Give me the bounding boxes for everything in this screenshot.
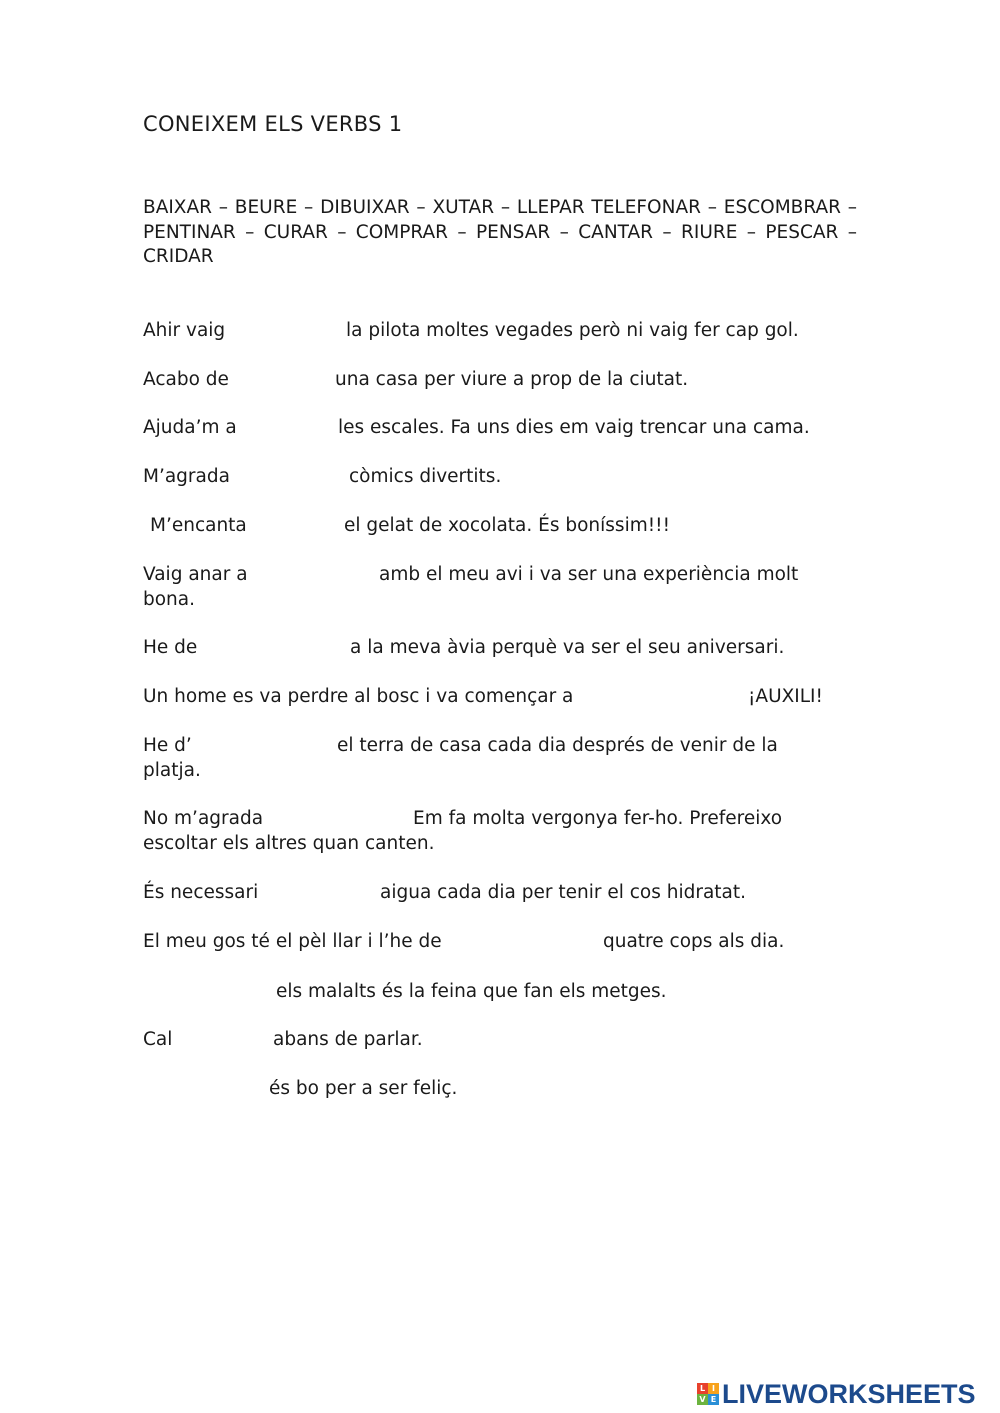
answer-blank[interactable] [143,980,273,1004]
answer-blank[interactable] [625,685,743,709]
sentence-before: He d’ [143,735,192,756]
sentence-after: abans de parlar. [273,1029,423,1050]
sentence-after: els malalts és la feina que fan els metges. [276,981,667,1002]
sentence-before: Vaig anar a [143,564,248,585]
liveworksheets-logo [697,1380,976,1408]
logo-mark-cell: I [708,1383,719,1394]
sentence-before: M’agrada [143,466,230,487]
sentence-after: a la meva àvia perquè va ser el seu aniversari. [350,637,785,658]
sentence-before: Acabo de [143,369,229,390]
sentence-after: el gelat de xocolata. És boníssim!!! [344,515,670,536]
sentence-9-continuation: platja. [143,760,201,781]
answer-blank[interactable] [143,1077,265,1101]
answer-blank[interactable] [195,734,333,758]
answer-blank[interactable] [179,1028,269,1052]
answer-blank[interactable] [236,319,342,343]
answer-blank[interactable] [255,514,341,538]
sentence-after: el terra de casa cada dia després de venir de la [337,735,778,756]
sentence-before: Un home es va perdre al bosc i va començar a [143,686,574,707]
sentence-10-continuation: escoltar els altres quan canten. [143,833,435,854]
logo-mark-cell: L [697,1383,708,1394]
answer-blank[interactable] [239,368,331,392]
answer-blank[interactable] [207,636,345,660]
answer-blank[interactable] [263,563,373,587]
answer-blank[interactable] [273,881,377,905]
sentence-after: amb el meu avi i va ser una experiència molt [379,564,799,585]
answer-blank[interactable] [474,930,598,954]
sentence-after: una casa per viure a prop de la ciutat. [335,369,689,390]
logo-text: LIVEWORKSHEETS [722,1378,976,1409]
answer-blank[interactable] [249,416,335,440]
sentence-before: Ahir vaig [143,320,226,341]
answer-blank[interactable] [278,807,408,831]
sentence-after: la pilota moltes vegades però ni vaig fer cap gol. [346,320,799,341]
sentence-before: El meu gos té el pèl llar i l’he de [143,931,442,952]
word-bank: BAIXAR – BEURE – DIBUIXAR – XUTAR – LLEPAR TELEFONAR – ESCOMBRAR – PENTINAR – CURAR – COMPRAR – PENSAR – CANTAR – RIURE – PESCAR – CRIDAR [143,197,857,267]
sentence-after: les escales. Fa uns dies em vaig trencar una cama. [338,417,810,438]
sentence-after: quatre cops als dia. [603,931,785,952]
sentence-before: Cal [143,1029,173,1050]
sentence-after: aigua cada dia per tenir el cos hidratat. [380,882,747,903]
logo-mark-cell: V [697,1394,708,1405]
sentence-after: és bo per a ser feliç. [269,1078,458,1099]
sentence-after: ¡AUXILI! [748,686,823,707]
sentence-after: Em fa molta vergonya fer-ho. Prefereixo [413,808,783,829]
sentence-before: M’encanta [150,515,247,536]
logo-mark-icon [697,1383,719,1405]
answer-blank[interactable] [239,465,345,489]
sentence-6-continuation: bona. [143,589,196,610]
sentence-before: És necessari [143,882,259,903]
page-title: CONEIXEM ELS VERBS 1 [143,112,403,136]
sentence-before: Ajuda’m a [143,417,237,438]
sentence-before: He de [143,637,198,658]
sentence-before: No m’agrada [143,808,264,829]
logo-mark-cell: E [708,1394,719,1405]
sentence-after: còmics divertits. [349,466,502,487]
